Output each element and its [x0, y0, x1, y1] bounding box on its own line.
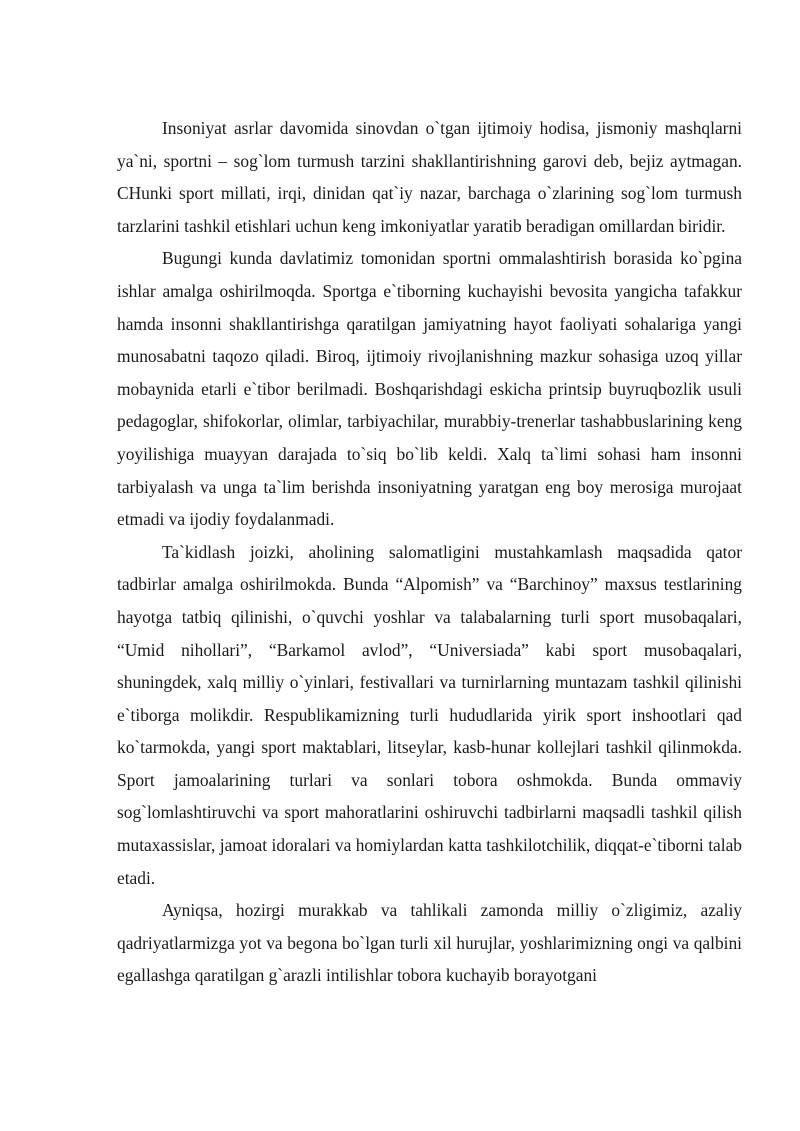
document-body [117, 112, 742, 992]
paragraph-1: Insoniyat asrlar davomida sinovdan o`tgan ijtimoiy hodisa, jismoniy mashqlarni ya`ni, sportni – sog`lom turmush tarzini shakllantirishning garovi deb, bejiz aytmagan. CHunki sport millati, irqi, dinidan qat`iy nazar, barchaga o`zlarining sog`lom turmush tarzlarini tashkil etishlari uchun keng imkoniyatlar yaratib beradigan omillardan biridir. [117, 118, 742, 236]
paragraph-4: Ayniqsa, hozirgi murakkab va tahlikali zamonda milliy o`zligimiz, azaliy qadriyatlarmizga yot va begona bo`lgan turli xil hurujlar, yoshlarimizning ongi va qalbini egallashga qaratilgan g`arazli intilishlar tobora kuchayib borayotgani [117, 900, 742, 986]
paragraph-2: Bugungi kunda davlatimiz tomonidan sportni ommalashtirish borasida ko`pgina ishlar amalga oshirilmoqda. Sportga e`tiborning kuchayishi bevosita yangicha tafakkur hamda insonni shakllantirishga qaratilgan jamiyatning hayot faoliyati sohalariga yangi munosabatni taqozo qiladi. Biroq, ijtimoiy rivojlanishning mazkur sohasiga uzoq yillar mobaynida etarli e`tibor berilmadi. Boshqarishdagi eskicha printsip buyruqbozlik usuli pedagoglar, shifokorlar, olimlar, tarbiyachilar, murabbiy-trenerlar tashabbuslarining keng yoyilishiga muayyan darajada to`siq bo`lib keldi. Xalq ta`limi sohasi ham insonni tarbiyalash va unga ta`lim berishda insoniyatning yaratgan eng boy merosiga murojaat etmadi va ijodiy foydalanmadi. [117, 248, 742, 530]
paragraph-3: Ta`kidlash joizki, aholining salomatligini mustahkamlash maqsadida qator tadbirlar amalga oshirilmokda. Bunda “Alpomish” va “Barchinoy” maxsus testlarining hayotga tatbiq qilinishi, o`quvchi yoshlar va talabalarning turli sport musobaqalari, “Umid nihollari”, “Barkamol avlod”, “Universiada” kabi sport musobaqalari, shuningdek, xalq milliy o`yinlari, festivallari va turnirlarning muntazam tashkil qilinishi e`tiborga molikdir. Respublikamizning turli hududlarida yirik sport inshootlari qad ko`tarmokda, yangi sport maktablari, litseylar, kasb-hunar kollejlari tashkil qilinmokda. Sport jamoalarining turlari va sonlari tobora oshmokda. Bunda ommaviy sog`lomlashtiruvchi va sport mahoratlarini oshiruvchi tadbirlarni maqsadli tashkil qilish mutaxassislar, jamoat idoralari va homiylardan katta tashkilotchilik, diqqat-e`tiborni talab etadi. [117, 541, 742, 888]
